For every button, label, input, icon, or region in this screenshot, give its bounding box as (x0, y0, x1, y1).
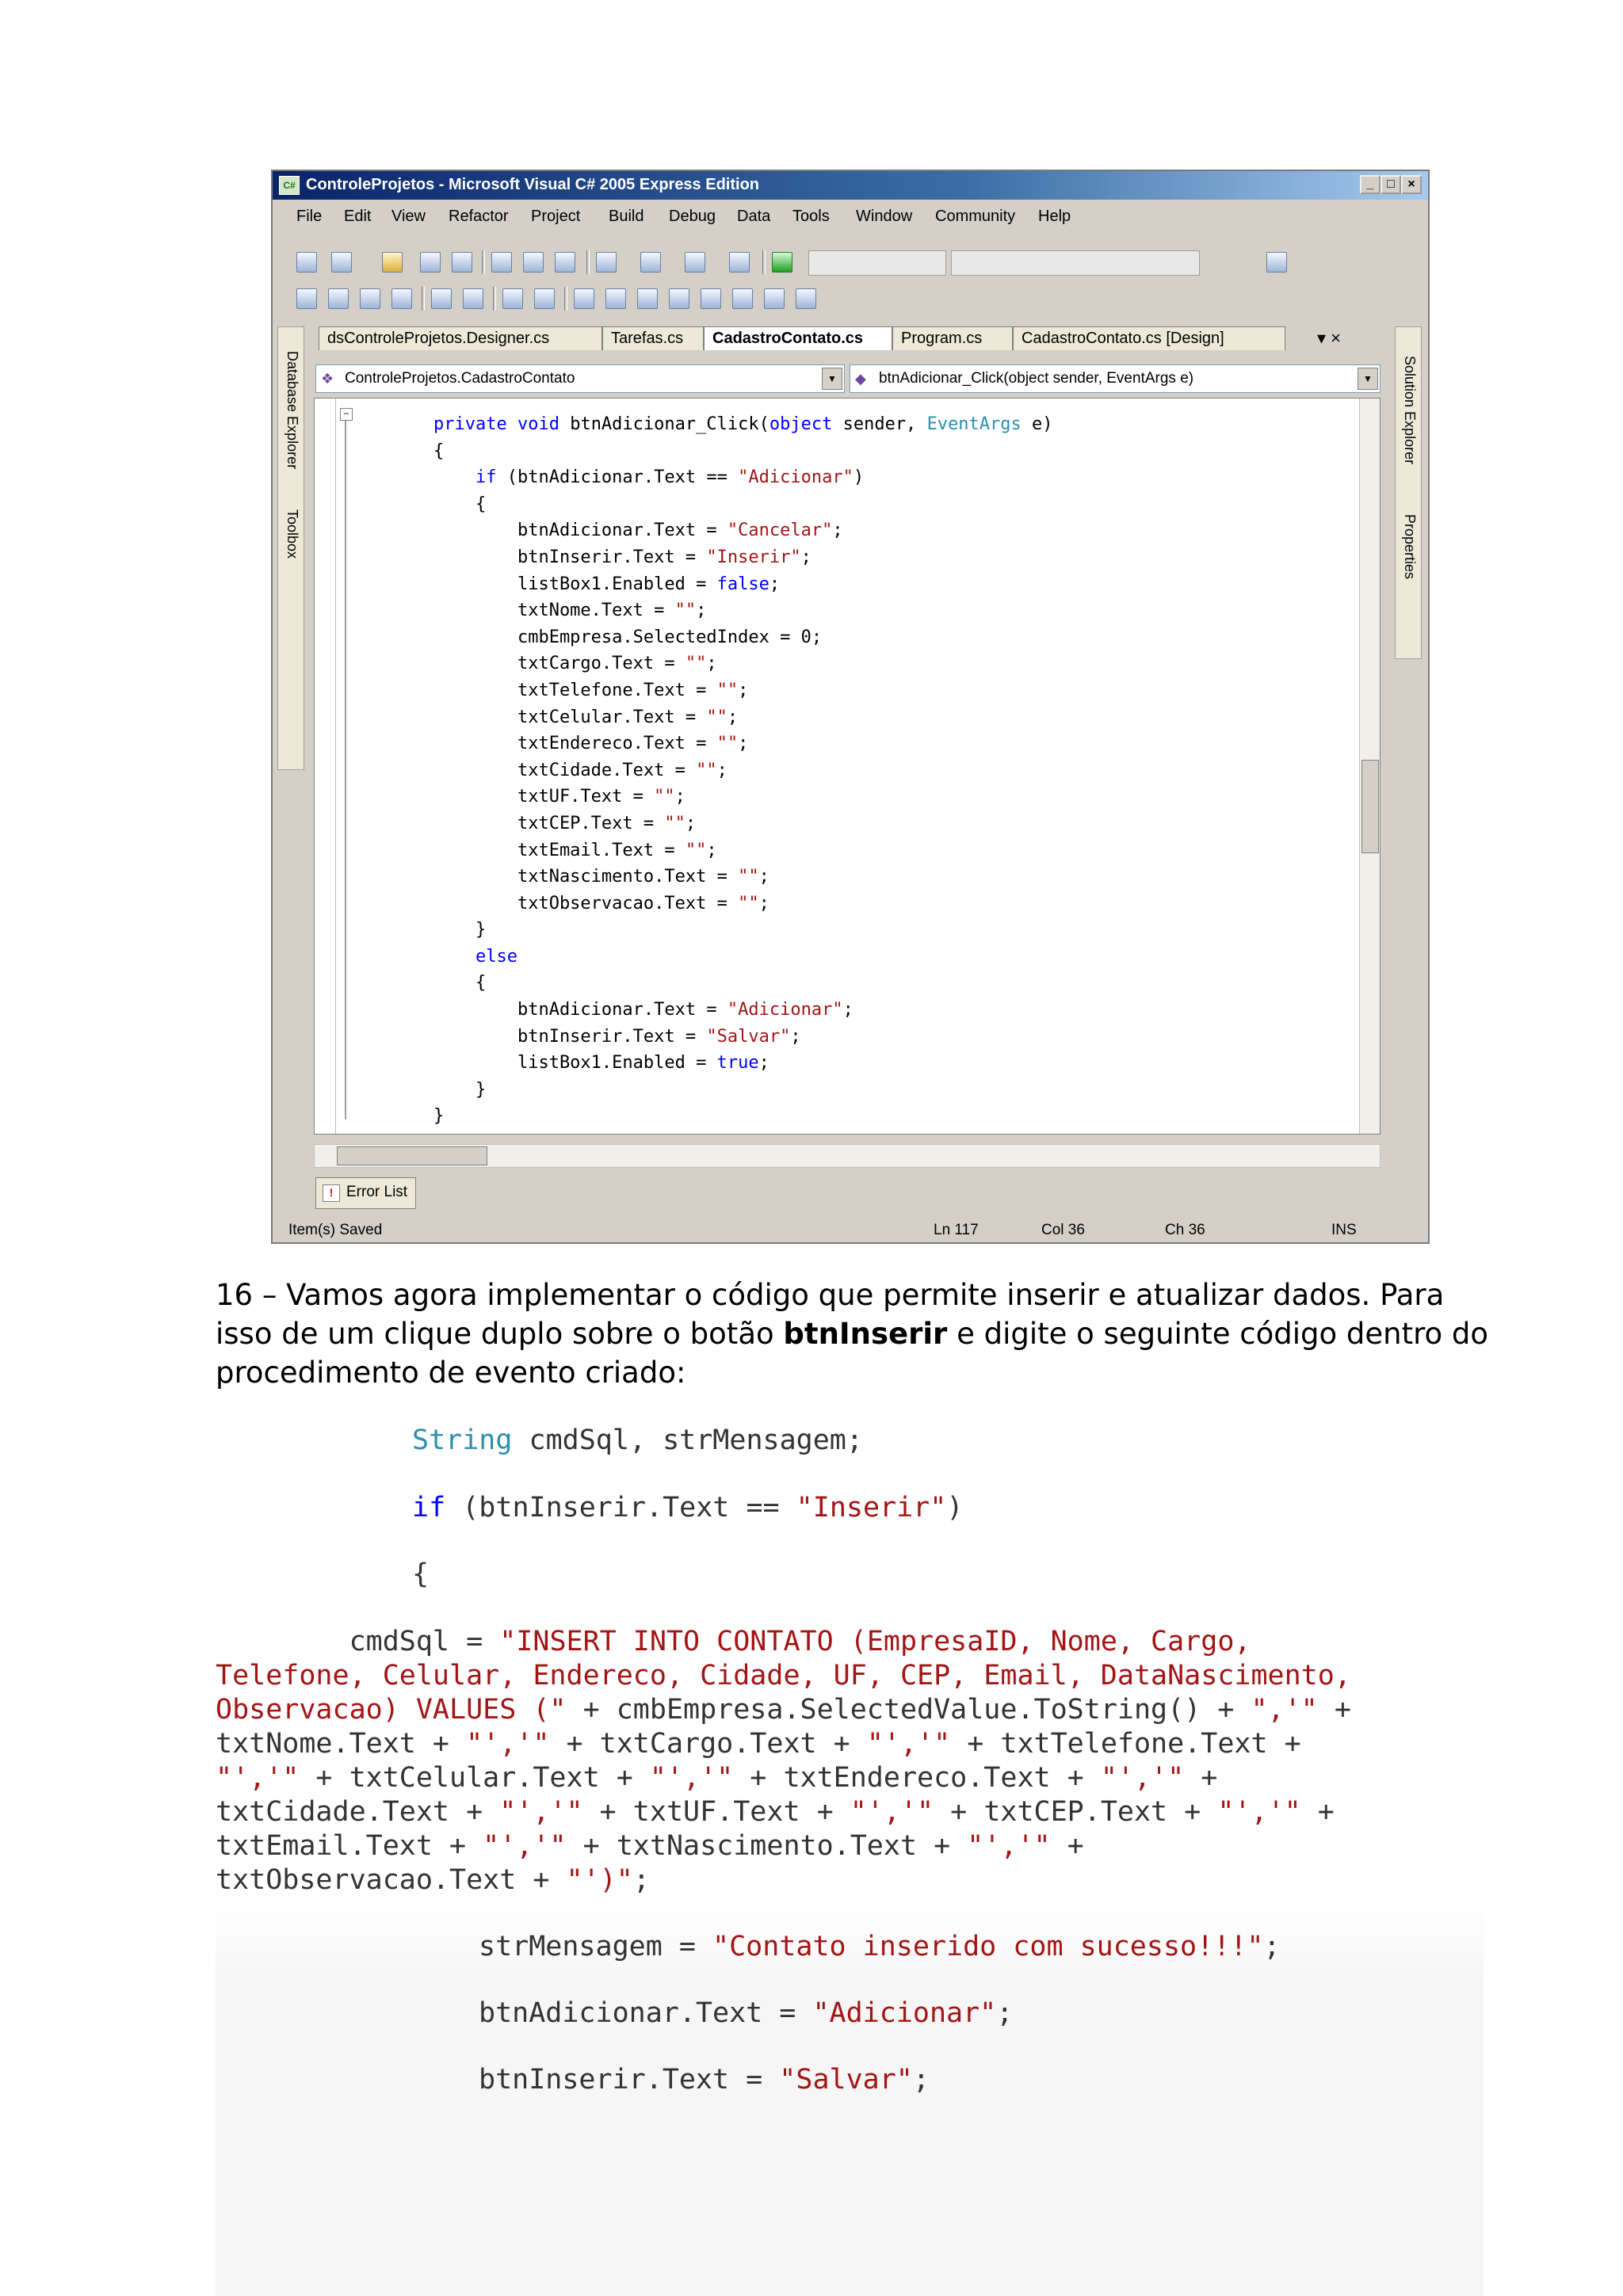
previous-bookmark-document-icon[interactable] (732, 288, 753, 309)
toolbar-separator (564, 287, 567, 311)
word-completion-icon[interactable] (391, 288, 412, 309)
toolbox-tab[interactable]: Toolbox (285, 509, 300, 559)
next-bookmark-document-icon[interactable] (764, 288, 785, 309)
cut-icon[interactable] (491, 252, 512, 273)
clear-bookmarks-icon[interactable] (796, 288, 816, 309)
increase-indent-icon[interactable] (463, 288, 483, 309)
code-btnadicionar-assign: btnAdicionar.Text = (479, 1997, 813, 2029)
window-titlebar (273, 171, 1428, 200)
code-btninserir-string: "Salvar" (779, 2064, 913, 2096)
code-open-brace: { (412, 1558, 430, 1590)
tab-cadastrocontato-design[interactable]: CadastroContato.cs [Design] (1013, 326, 1285, 350)
method-icon: ◆ (855, 371, 866, 387)
status-ch: Ch 36 (1165, 1222, 1205, 1238)
code-message-string: "Contato inserido com sucesso!!!" (712, 1931, 1264, 1962)
code-btnadicionar-end: ; (996, 1997, 1014, 2029)
tab-dscontroleprojetos-designer[interactable]: dsControleProjetos.Designer.cs (319, 326, 602, 350)
status-col: Col 36 (1041, 1222, 1085, 1238)
comment-icon[interactable] (502, 288, 523, 309)
solution-explorer-icon[interactable] (1266, 252, 1287, 273)
display-object-icon[interactable] (296, 288, 317, 309)
tab-tarefas[interactable]: Tarefas.cs (602, 326, 704, 350)
visual-csharp-icon: C# (279, 176, 300, 195)
next-bookmark-icon[interactable] (637, 288, 658, 309)
step-text-before: 16 – Vamos agora implementar o código que permite inserir e atualizar dados. Para isso de um clique duplo sobre o botão (216, 1278, 1445, 1351)
menu-file[interactable]: File (296, 208, 323, 225)
document-tabs (319, 326, 1381, 350)
code-btnadicionar-string: "Adicionar" (812, 1997, 997, 2029)
editor-gutter (315, 399, 336, 1134)
member-combo[interactable] (850, 364, 1381, 393)
toolbar-separator (422, 287, 425, 311)
code-type-keyword: String (412, 1425, 513, 1456)
scroll-thumb[interactable] (337, 1146, 487, 1165)
vertical-scrollbar[interactable] (1359, 399, 1381, 1134)
redo-icon[interactable] (640, 252, 661, 273)
menu-refactor[interactable]: Refactor (449, 208, 509, 225)
code-btninserir-end: ; (912, 2064, 930, 2096)
status-mode: INS (1331, 1222, 1357, 1238)
code-message-end: ; (1263, 1931, 1281, 1962)
class-icon: ❖ (321, 371, 334, 387)
add-item-icon[interactable] (331, 252, 352, 273)
status-bar (273, 1214, 1428, 1244)
code-btninserir-line (479, 2063, 930, 2097)
left-side-panel (277, 326, 304, 770)
menu-tools[interactable]: Tools (792, 208, 830, 225)
code-cmdsql-statement: cmdSql = "INSERT INTO CONTATO (EmpresaID, Nome, Cargo, Telefone, Celular, Endereco, Cidade, UF, CEP, Email, DataNascimento, Observacao) VALUES (" + cmbEmpresa.SelectedValue.ToString() + ",'" + txtNome.Text + "','" + txtCargo.Text + "','" + txtTelefone.Text + "','" + txtCelular.Text + "','" + txtEndereco.Text + "','" + txtCidade.Text + "','" + txtUF.Text + "','" + txtCEP.Text + "','" + txtEmail.Text + "','" + txtNascimento.Text + "','" + txtObservacao.Text + "')"; (216, 1626, 1351, 1896)
error-list-label: Error List (346, 1184, 408, 1200)
error-list-icon: ! (323, 1184, 340, 1202)
code-declaration-rest: cmdSql, strMensagem; (512, 1425, 863, 1456)
parameter-info-icon[interactable] (328, 288, 349, 309)
code-message-line (479, 1930, 1280, 1964)
code-if-condition: (btnInserir.Text == (445, 1492, 796, 1524)
code-if-keyword: if (412, 1492, 446, 1524)
chevron-down-icon[interactable]: ▼ (1358, 368, 1378, 390)
tab-cadastrocontato[interactable]: CadastroContato.cs (704, 326, 892, 350)
undo-icon[interactable] (596, 252, 617, 273)
start-debugging-icon[interactable] (772, 252, 792, 273)
find-icon[interactable] (729, 252, 750, 273)
text-editor-toolbar (279, 280, 1420, 317)
ide-screenshot (271, 170, 1430, 1244)
decrease-indent-icon[interactable] (431, 288, 452, 309)
previous-bookmark-icon[interactable] (605, 288, 626, 309)
menu-window[interactable]: Window (856, 208, 913, 225)
next-bookmark-folder-icon[interactable] (701, 288, 721, 309)
quick-info-icon[interactable] (360, 288, 380, 309)
toolbar-separator (762, 250, 766, 274)
maximize-button[interactable]: □ (1381, 175, 1401, 194)
status-line: Ln 117 (934, 1222, 979, 1238)
close-button[interactable]: × (1401, 175, 1422, 194)
step-text-after: e digite o seguinte código dentro do procedimento de evento criado: (216, 1317, 1489, 1390)
scroll-thumb[interactable] (1361, 760, 1379, 853)
standard-toolbar (279, 244, 1420, 280)
horizontal-scrollbar[interactable] (314, 1144, 1381, 1168)
menu-edit[interactable]: Edit (344, 208, 372, 225)
menu-project[interactable]: Project (531, 208, 581, 225)
find-combo[interactable] (951, 250, 1200, 276)
navigate-icon[interactable] (685, 252, 705, 273)
paste-icon[interactable] (555, 252, 575, 273)
status-message: Item(s) Saved (288, 1222, 383, 1238)
code-editor[interactable] (314, 398, 1381, 1135)
save-icon[interactable] (420, 252, 441, 273)
new-project-icon[interactable] (296, 252, 317, 273)
code-listing: private void btnAdicionar_Click(object sender, EventArgs e) { if (btnAdicionar.Text == "Adicionar") { btnAdicionar.Text = "Cancelar"; btnInserir.Text = "Inserir"; listBox1.Enabled = false; txtNome.Text = ""; cmbEmpresa.SelectedIndex = 0; txtCargo.Text = ""; txtTelefone.Text = ""; txtCelular.Text = ""; txtEndereco.Text = ""; txtCidade.Text = ""; txtUF.Text = ""; txtCEP.Text = ""; txtEmail.Text = ""; txtNascimento.Text = ""; txtObservacao.Text = ""; } else { btnAdicionar.Text = "Adicionar"; btnInserir.Text = "Salvar"; listBox1.Enabled = true; } } (433, 414, 1053, 1127)
tab-controls[interactable]: ▾ × (1317, 328, 1342, 348)
window-title: ControleProjetos - Microsoft Visual C# 2005 Express Edition (306, 176, 760, 193)
menu-community[interactable]: Community (935, 208, 1016, 225)
right-side-panel (1395, 326, 1422, 659)
menu-data[interactable]: Data (737, 208, 771, 225)
properties-tab[interactable]: Properties (1402, 514, 1418, 580)
menu-build[interactable]: Build (609, 208, 644, 225)
class-combo-value: ControleProjetos.CadastroContato (345, 370, 575, 387)
chevron-down-icon[interactable]: ▼ (822, 368, 842, 390)
member-combo-value: btnAdicionar_Click(object sender, EventArgs e) (879, 370, 1194, 387)
outline-line (345, 414, 346, 1119)
code-message-assign: strMensagem = (479, 1931, 713, 1962)
step-bold-term: btnInserir (783, 1317, 948, 1351)
toolbar-separator (586, 250, 590, 274)
toolbar-separator (493, 287, 496, 311)
open-file-icon[interactable] (382, 252, 403, 273)
code-if-string: "Inserir" (796, 1492, 947, 1524)
tab-program[interactable]: Program.cs (892, 326, 1013, 350)
menu-view[interactable]: View (391, 208, 426, 225)
minimize-button[interactable]: _ (1360, 175, 1381, 194)
code-if-close: ) (946, 1492, 964, 1524)
copy-icon[interactable] (523, 252, 544, 273)
configuration-combo[interactable] (808, 250, 946, 276)
toggle-bookmark-icon[interactable] (574, 288, 594, 309)
class-combo[interactable] (315, 364, 845, 393)
collapse-icon[interactable]: − (340, 408, 353, 421)
step-paragraph (216, 1276, 1499, 1392)
toolbar-separator (482, 250, 485, 274)
code-if-line (412, 1491, 963, 1525)
uncomment-icon[interactable] (534, 288, 555, 309)
code-btnadicionar-line (479, 1997, 1013, 2031)
menu-debug[interactable]: Debug (669, 208, 716, 225)
previous-bookmark-folder-icon[interactable] (669, 288, 689, 309)
code-declaration (412, 1424, 863, 1458)
menu-bar (273, 201, 1428, 233)
solution-explorer-tab[interactable]: Solution Explorer (1402, 356, 1418, 465)
code-btninserir-assign: btnInserir.Text = (479, 2064, 780, 2096)
database-explorer-tab[interactable]: Database Explorer (285, 351, 300, 470)
save-all-icon[interactable] (452, 252, 472, 273)
menu-help[interactable]: Help (1038, 208, 1071, 225)
error-list-tab[interactable] (315, 1177, 416, 1209)
